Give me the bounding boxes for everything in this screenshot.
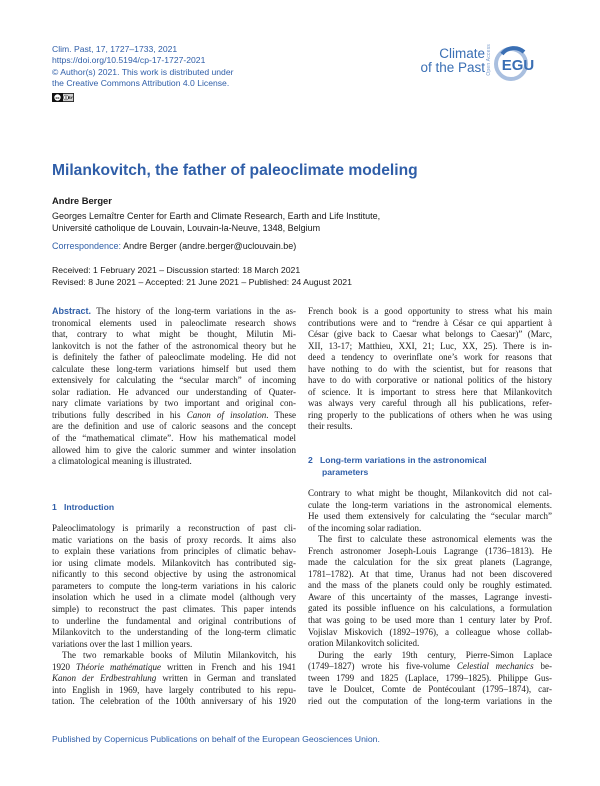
- journal-name: Climate of the Past: [420, 46, 485, 75]
- svg-text:BY: BY: [68, 96, 73, 100]
- correspondence-email[interactable]: Andre Berger (andre.berger@uclouvain.be): [123, 241, 297, 251]
- section2-paragraph-2: The first to calculate these astronomical elements was the French astronomer Joseph-Louis Lagrange (1736–1813). He made the calculation for the six great planets (Lagrange, 1781–1782). At that time, Uranus had not been discovered and the mass of the planets could only be roughly estimated. Aware of this uncertainty of the masses, Lagrange investi- gated its possible influence on his calculations, a formulation that was going to be used more than 1 century later by Prof. Vojislav Miskovich (1892–1976), a colleague whose collab- oration Milankovitch solicited.: [308, 534, 552, 649]
- affiliation: Georges Lemaître Center for Earth and Climate Research, Earth and Life Institute, Université catholique de Louvain, Louvain-la-Neuve, 1348, Belgium: [52, 211, 381, 233]
- article-metadata: [52, 44, 233, 90]
- author-name: Andre Berger: [52, 195, 112, 206]
- open-access-label: Open Access: [486, 44, 492, 76]
- egu-logo-icon: [494, 46, 540, 82]
- svg-text:cc: cc: [55, 95, 60, 100]
- introduction-paragraph-2: The two remarkable books of Milutin Milankovitch, his 1920 Théorie mathématique written in French and his 1941 Kanon der Erdbestrahlung written in German and translated into English in 1969, have largely contributed to his repu- tation. The celebration of the 100th anniversary of his 1920: [52, 650, 297, 707]
- correspondence: [52, 241, 296, 251]
- egu-logo-text: EGU: [501, 57, 535, 74]
- correspondence-label: Correspondence:: [52, 241, 122, 251]
- section2-paragraph-1: Contrary to what might be thought, Milankovitch did not cal- culate the long-term variations in the astronomical elements. He used them extensively for calculating the “secular march” of the incoming solar radiation.: [308, 488, 552, 533]
- introduction-paragraph-1: Paleoclimatology is primarily a reconstruction of past cli- matic variations on the basis of proxy records. It aims also to explain these variations from principles of climatic behav- ior using climate models. Milankovitch has contributed sig- nificantly to this second objective by using the astronomical parameters to compute the long-term variations in his caloric insolation which he used in a climate model (although very simple) to reconstruct the past climates. This paper intends to underline the fundamental and original contributions of Milankovitch to the understanding of the long-term climatic variations over the last 1 million years.: [52, 523, 296, 649]
- abstract-label: Abstract.: [52, 306, 92, 316]
- article-title: Milankovitch, the father of paleoclimate modeling: [52, 162, 418, 179]
- right-column: [308, 306, 552, 707]
- continued-paragraph: French book is a good opportunity to stress what his main contributions were and to “rendre à César ce qui appartient à César (give back to Caesar what belongs to Caesar)” (Marc, XII, 13-17; Matthieu, XXI, 21; Luc, XX, 25). There is in- deed a tendency to overinflate one’s work for reasons that have nothing to do with the scientist, but for reasons that have to do with corporative or national politics of the history of science. It is important to stress here that Milankovitch was always very careful through all his publications, refer- ring properly to the publications of others when he was using their results.: [308, 306, 552, 432]
- citation: Clim. Past, 17, 1727–1733, 2021: [52, 44, 178, 54]
- publisher-footer: Published by Copernicus Publications on behalf of the European Geosciences Union.: [52, 734, 380, 744]
- left-column: [52, 306, 296, 708]
- copyright-notice: © Author(s) 2021. This work is distributed under: [52, 66, 234, 77]
- article-dates: Received: 1 February 2021 – Discussion started: 18 March 2021 Revised: 8 June 2021 – Accepted: 21 June 2021 – Published: 24 August 2021: [52, 265, 352, 287]
- section-heading-introduction: 1 Introduction: [52, 501, 115, 512]
- book-title: Canon of insolation: [186, 409, 267, 420]
- license-link[interactable]: the Creative Commons Attribution 4.0 License.: [52, 78, 230, 89]
- doi-link[interactable]: https://doi.org/10.5194/cp-17-1727-2021: [52, 55, 206, 66]
- section-heading-long-term-variations: 2 Long-term variations in the astronomical parameters: [308, 455, 487, 477]
- abstract: Abstract. The history of the long-term variations in the as- tronomical elements used in paleoclimate research shows that, contrary to what might be thought, Milutin Mi- lankovitch is not the father of the astronomical theory but he is definitely the father of paleoclimate modeling. He did not calculate these long-term variations himself but used them extensively for calculating the “secular march” of incoming solar radiation. He advanced our understanding of Quater- nary climate variations by two important and original con- tributions fully described in his Canon of insolation. These are the definition and use of caloric seasons and the concept of the “mathematical climate”. How his mathematical model allowed him to give the caloric summer and winter insolation a climatological meaning is illustrated.: [52, 306, 297, 467]
- section2-paragraph-3: During the early 19th century, Pierre-Simon Laplace (1749–1827) wrote his five-volume Celestial mechanics be- tween 1799 and 1825 (Laplace, 1799–1825). Philippe Gus- tave le Doulcet, Comte de Pontécoulant (1795–1874), car- ried out the computation of the long-term variations in the: [308, 649, 553, 706]
- cc-by-badge-icon[interactable]: [52, 93, 74, 102]
